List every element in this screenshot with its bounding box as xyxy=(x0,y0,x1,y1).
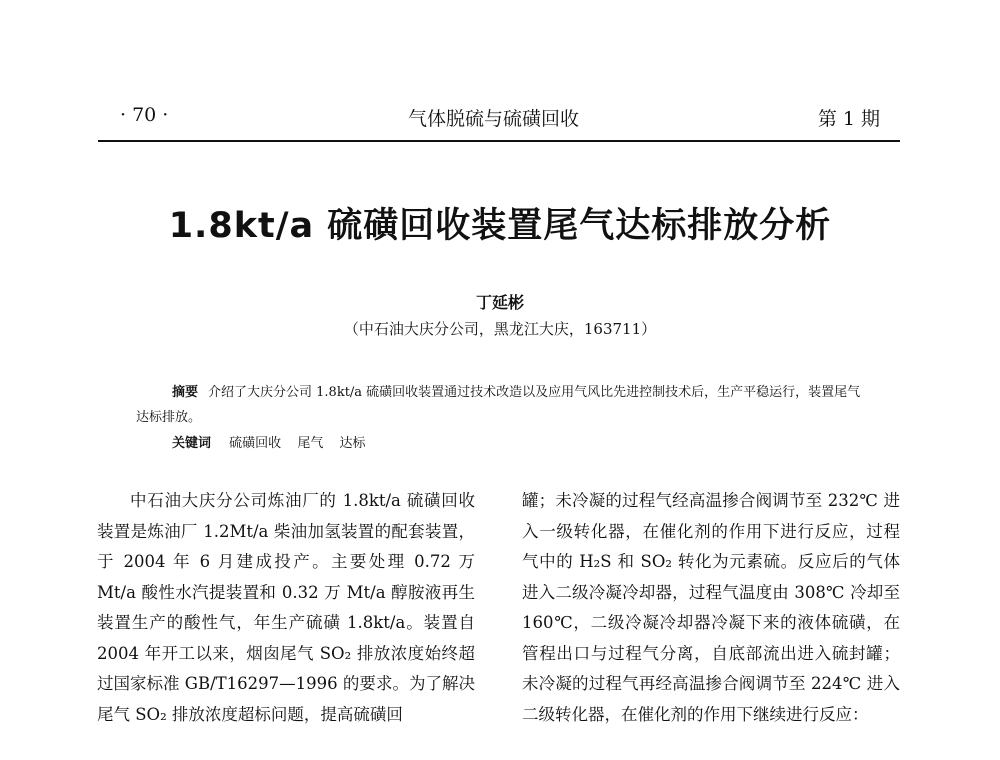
abstract-text: 介绍了大庆分公司 1.8kt/a 硫磺回收装置通过技术改造以及应用气风比先进控制技术后，生产平稳运行，装置尾气达标排放。 xyxy=(136,385,861,425)
body-column-right xyxy=(522,486,900,760)
issue-number: 第 1 期 xyxy=(817,108,880,130)
body-column-left xyxy=(97,486,475,760)
keyword: 达标 xyxy=(339,436,366,451)
keywords-label: 关键词 xyxy=(172,436,212,451)
keyword: 硫磺回收 xyxy=(229,436,282,451)
keyword: 尾气 xyxy=(297,436,324,451)
abstract xyxy=(136,380,866,430)
abstract-label: 摘要 xyxy=(172,385,199,400)
author-name: 丁延彬 xyxy=(475,293,524,312)
body-paragraph: 中石油大庆分公司炼油厂的 1.8kt/a 硫磺回收装置是炼油厂 1.2Mt/a 柴油加氢装置的配套装置，于 2004 年 6 月建成投产。主要处理 0.72 万 Mt/a 酸性水汽提装置和 0.32 万 Mt/a 醇胺液再生装置生产的酸性气，年生产硫磺 1.8kt/a。装置自 2004 年开工以来，烟囱尾气 SO₂ 排放浓度始终超过国家标准 GB/T16297—1996 的要求。为了解决尾气 SO₂ 排放浓度超标问题，提高硫磺回 xyxy=(97,491,475,724)
running-header xyxy=(98,96,900,142)
keywords xyxy=(172,432,377,451)
journal-name: 气体脱硫与硫磺回收 xyxy=(408,108,580,130)
page-number: · 70 · xyxy=(120,104,169,126)
author-affiliation: （中石油大庆分公司，黑龙江大庆，163711） xyxy=(343,320,657,338)
article-title: 1.8kt/a 硫磺回收装置尾气达标排放分析 xyxy=(168,206,832,246)
body-paragraph: 罐；未冷凝的过程气经高温掺合阀调节至 232℃ 进入一级转化器，在催化剂的作用下进行反应，过程气中的 H₂S 和 SO₂ 转化为元素硫。反应后的气体进入二级冷凝冷却器，过程气温度由 308℃ 冷却至 160℃，二级冷凝冷却器冷凝下来的液体硫磺，在管程出口与过程气分离，自底部流出进入硫封罐；未冷凝的过程气再经高温掺合阀调节至 224℃ 进入二级转化器，在催化剂的作用下继续进行反应： xyxy=(522,491,900,724)
